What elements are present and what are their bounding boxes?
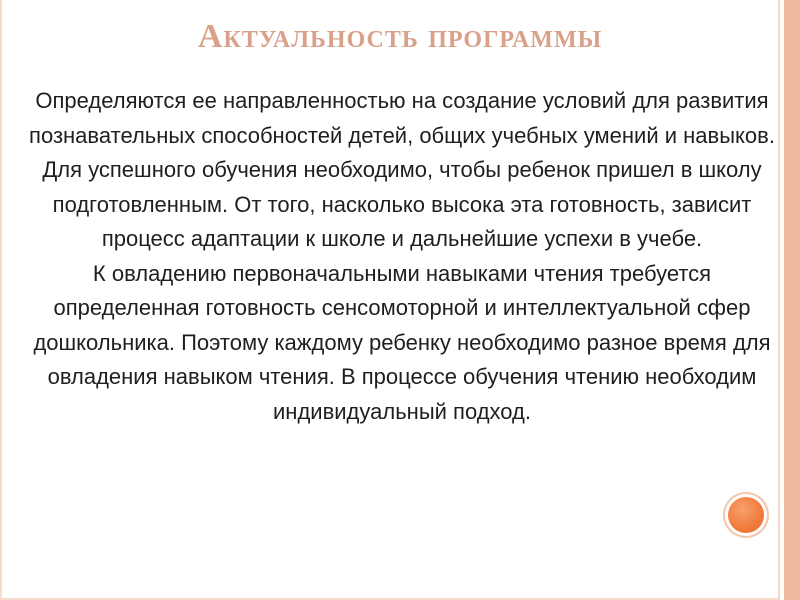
slide-body	[22, 84, 782, 429]
paragraph-relevance: Определяются ее направленностью на создание условий для развития познавательных способностей детей, общих учебных умений и навыков. Для успешного обучения необходимо, чтобы ребенок пришел в школу подготовленным. От того, насколько высока эта готовность, зависит процесс адаптации к школе и дальнейшие успехи в учебе.	[29, 88, 775, 251]
slide-title: Актуальность программы	[197, 18, 603, 55]
orange-circle-icon	[728, 497, 764, 533]
left-border-line	[0, 0, 2, 600]
paragraph-reading: К овладению первоначальными навыками чтения требуется определенная готовность сенсомоторной и интеллектуальной сфер дошкольника. Поэтому каждому ребенку необходимо разное время для овладения навыком чтения. В процессе обучения чтению необходим индивидуальный подход.	[33, 260, 771, 424]
